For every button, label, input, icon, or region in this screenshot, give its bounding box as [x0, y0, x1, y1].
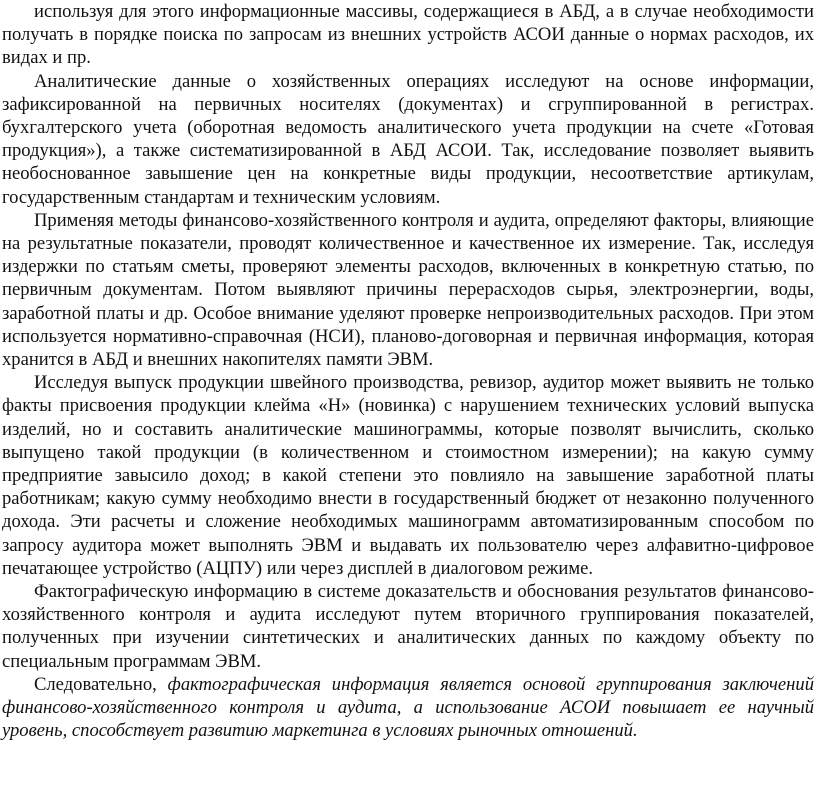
paragraph-5: Фактографическую информацию в системе доказательств и обоснования результатов финансово-хозяйственного контроля и аудита исследуют путем вторичного группирования показателей, полученных при изучении синтетических и аналитических данных по каждому объекту по специальным программам ЭВМ. [2, 581, 814, 672]
paragraph-4: Исследуя выпуск продукции швейного производства, ревизор, аудитор может выявить не только факты присвоения продукции клейма «Н» (новинка) с нарушением технических условий выпуска изделий, но и составить аналитические машинограммы, которые позволят вычислить, сколько выпущено такой продукции (в количественном и стоимостном измерении); на какую сумму предприятие завысило доход; в какой степени это повлияло на завышение заработной платы работникам; какую сумму необходимо внести в государственный бюджет от незаконно полученного дохода. Эти расчеты и сложение необходимых машинограмм автоматизированным способом по запросу аудитора может выполнять ЭВМ и выдавать их пользователю через алфавитно-цифровое печатающее устройство (АЦПУ) или через дисплей в диалоговом режиме. [2, 372, 814, 579]
paragraph-6 [2, 673, 814, 743]
paragraph-6-italic: фактографическая информация является основой группирования заключений финансово-хозяйственного контроля и аудита, а использование АСОИ повышает ее научный уровень, способствует развитию маркетинга в условиях рыночных отношений. [2, 673, 814, 742]
paragraph-1: используя для этого информационные массивы, содержащиеся в АБД, а в случае необходимости получать в порядке поиска по запросам из внешних устройств АСОИ данные о нормах расходов, их видах и пр. [2, 1, 814, 69]
paragraph-2: Аналитические данные о хозяйственных операциях исследуют на основе информации, зафиксированной на первичных носителях (документах) и сгруппированной в регистрах. бухгалтерского учета (оборотная ведомость аналитического учета продукции на счете «Готовая продукция»), а также систематизированной в АБД АСОИ. Так, исследование позволяет выявить необоснованное завышение цен на конкретные виды продукции, несоответствие артикулам, государственным стандартам и техническим условиям. [2, 70, 814, 208]
paragraph-3: Применяя методы финансово-хозяйственного контроля и аудита, определяют факторы, влияющие на результатные показатели, проводят количественное и качественное их измерение. Так, исследуя издержки по статьям сметы, проверяют элементы расходов, включенных в конкретную статью, по первичным документам. Потом выявляют причины перерасходов сырья, электроэнергии, воды, заработной платы и др. Особое внимание уделяют проверке непроизводительных расходов. При этом используется нормативно-справочная (НСИ), планово-договорная и первичная информация, которая хранится в АБД и внешних накопителях памяти ЭВМ. [2, 209, 814, 371]
paragraph-6-lead: Следовательно, [34, 673, 157, 695]
